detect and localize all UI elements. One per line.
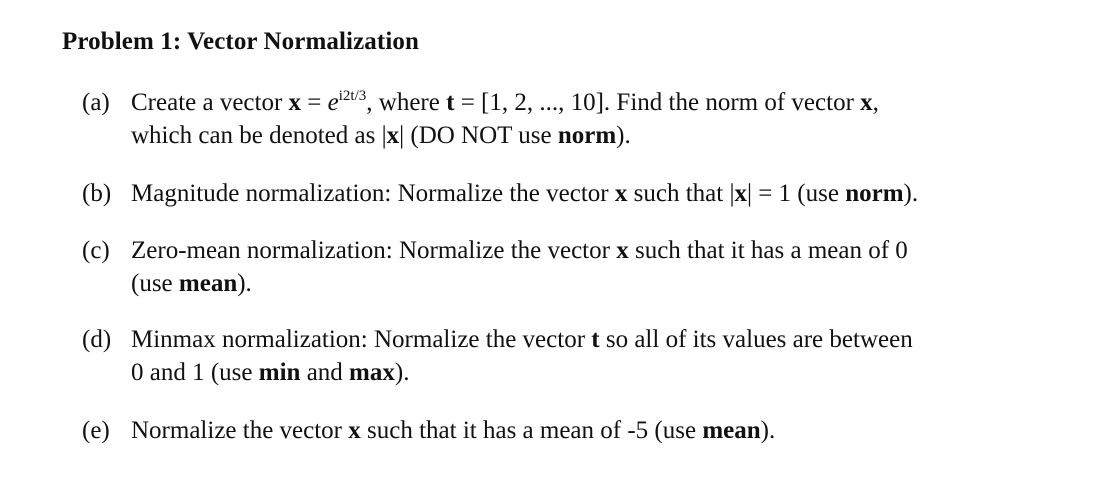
- text-run: (use: [131, 270, 179, 297]
- part-label: (d): [82, 326, 112, 353]
- text-run: = [1, 2, ..., 10]. Find the norm of vector: [454, 89, 861, 116]
- text-run: | = 1 (use: [746, 180, 846, 207]
- text-run: such that |: [627, 180, 735, 207]
- part-label: (a): [82, 89, 110, 116]
- part-text: [131, 323, 1082, 389]
- problem-part-e: [82, 414, 1082, 447]
- vector-symbol: t: [446, 89, 455, 116]
- function-name: max: [349, 359, 395, 386]
- vector-symbol: x: [734, 180, 747, 207]
- problem-part-c: [82, 234, 1082, 300]
- text-run: , where: [366, 89, 447, 116]
- part-label: (b): [82, 180, 112, 207]
- text-run: ,: [872, 89, 879, 116]
- text-line: [131, 234, 1082, 267]
- text-line: [131, 356, 1082, 389]
- function-name: mean: [702, 417, 761, 444]
- function-name: norm: [557, 122, 617, 149]
- part-text: [131, 414, 1082, 447]
- vector-symbol: x: [348, 417, 361, 444]
- text-line: [131, 267, 1082, 300]
- text-run: ).: [760, 417, 776, 444]
- vector-symbol: x: [288, 89, 302, 116]
- function-name: min: [258, 359, 301, 386]
- text-line: [131, 414, 1082, 447]
- text-run: =: [301, 89, 328, 116]
- text-run: Magnitude normalization: Normalize the vector: [131, 180, 615, 207]
- text-run: ).: [394, 359, 410, 386]
- text-run: which can be denoted as |: [131, 122, 387, 149]
- text-run: Normalize the vector: [131, 417, 349, 444]
- part-label: (e): [82, 417, 110, 444]
- problem-part-b: [82, 177, 1082, 210]
- problem-title: Problem 1: Vector Normalization: [62, 28, 419, 55]
- vector-symbol: x: [386, 122, 400, 149]
- text-run: such that it has a mean of -5 (use: [360, 417, 703, 444]
- text-line: [131, 86, 1082, 119]
- part-text: [131, 234, 1082, 300]
- function-name: mean: [178, 270, 238, 297]
- vector-symbol: x: [614, 180, 628, 207]
- text-run: such that it has a mean of 0: [628, 237, 908, 264]
- math-exponent: i2t/3: [338, 87, 367, 104]
- text-line: [131, 119, 1082, 152]
- text-run: Zero-mean normalization: Normalize the vector: [131, 237, 617, 264]
- part-text: [131, 86, 1082, 152]
- text-run: ).: [237, 270, 252, 297]
- text-run: | (DO NOT use: [399, 122, 558, 149]
- problem-part-d: [82, 323, 1082, 389]
- part-text: [131, 177, 1082, 210]
- problem-part-a: [82, 86, 1082, 152]
- vector-symbol: t: [591, 326, 600, 353]
- text-run: Create a vector: [131, 89, 289, 116]
- text-run: and: [300, 359, 350, 386]
- text-run: ).: [903, 180, 919, 207]
- text-line: [131, 323, 1082, 356]
- text-run: ).: [616, 122, 631, 149]
- math-symbol: e: [327, 89, 339, 116]
- text-run: Minmax normalization: Normalize the vector: [131, 326, 592, 353]
- text-run: 0 and 1 (use: [131, 359, 259, 386]
- function-name: norm: [845, 180, 904, 207]
- text-line: [131, 177, 1082, 210]
- vector-symbol: x: [616, 237, 629, 264]
- text-run: so all of its values are between: [599, 326, 913, 353]
- vector-symbol: x: [860, 89, 873, 116]
- part-label: (c): [82, 237, 110, 264]
